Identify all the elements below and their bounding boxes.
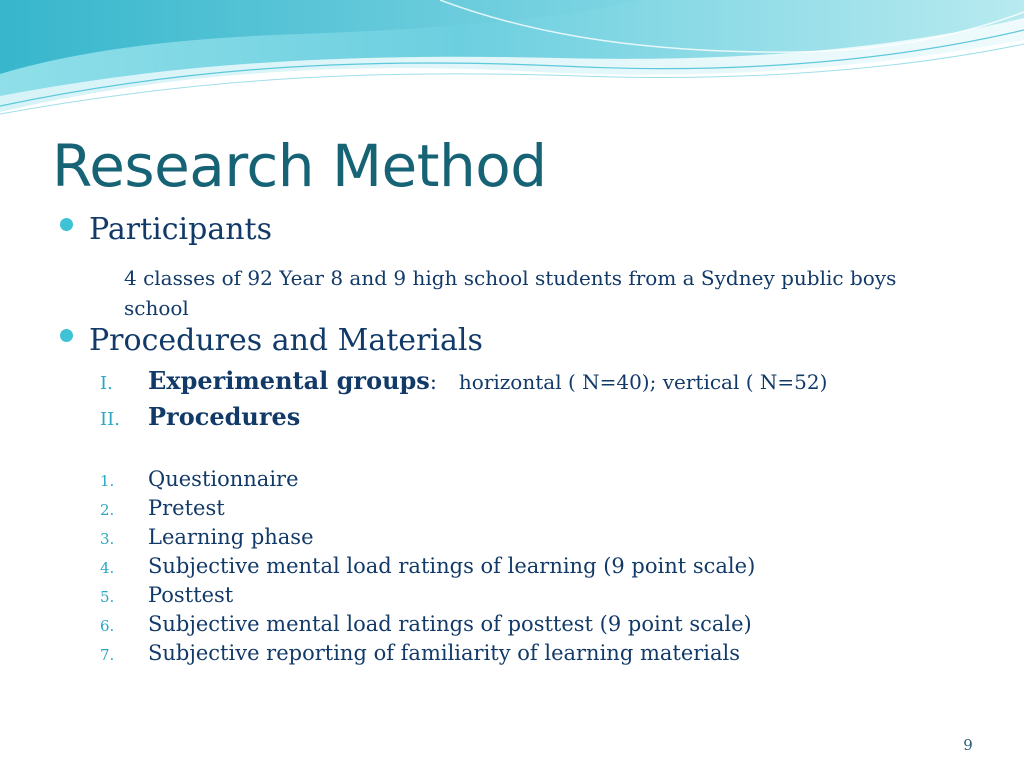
header-wave-decoration: [0, 0, 1024, 130]
step-number: 1.: [100, 472, 115, 490]
section-detail: horizontal ( N=40); vertical ( N=52): [458, 370, 828, 394]
step-number: 5.: [100, 588, 115, 606]
participants-description: 4 classes of 92 Year 8 and 9 high school students from a Sydney public boys school: [124, 266, 897, 320]
section-label: Procedures: [148, 402, 301, 431]
step-number: 3.: [100, 530, 115, 548]
page-number: 9: [963, 736, 973, 754]
bullet-procedures: [60, 323, 483, 358]
list-item: [100, 583, 755, 612]
step-text: Subjective mental load ratings of learning (9 point scale): [148, 554, 756, 578]
step-text: Posttest: [148, 583, 234, 607]
list-item: [100, 554, 755, 583]
procedures-heading: Procedures and Materials: [89, 323, 483, 358]
participants-heading: Participants: [89, 212, 272, 247]
section-procedures: [100, 402, 300, 431]
step-text: Questionnaire: [148, 467, 299, 491]
list-item: [100, 525, 755, 554]
section-colon: :: [429, 370, 437, 394]
step-number: 6.: [100, 617, 115, 635]
section-experimental-groups: [100, 366, 827, 395]
step-number: 2.: [100, 501, 115, 519]
list-item: [100, 467, 755, 496]
step-number: 4.: [100, 559, 115, 577]
list-item: [100, 496, 755, 525]
step-text: Pretest: [148, 496, 225, 520]
step-text: Subjective reporting of familiarity of learning materials: [148, 641, 741, 665]
section-numeral: I.: [100, 373, 113, 394]
bullet-dot-icon: [60, 329, 73, 342]
section-label: Experimental groups: [148, 366, 430, 395]
list-item: [100, 641, 755, 670]
section-numeral: II.: [100, 409, 120, 430]
step-number: 7.: [100, 646, 115, 664]
list-item: [100, 612, 755, 641]
procedure-steps-list: [100, 467, 755, 670]
step-text: Subjective mental load ratings of posttest (9 point scale): [148, 612, 752, 636]
slide-title: Research Method: [52, 132, 547, 200]
bullet-dot-icon: [60, 218, 73, 231]
bullet-participants: [60, 212, 272, 247]
step-text: Learning phase: [148, 525, 314, 549]
